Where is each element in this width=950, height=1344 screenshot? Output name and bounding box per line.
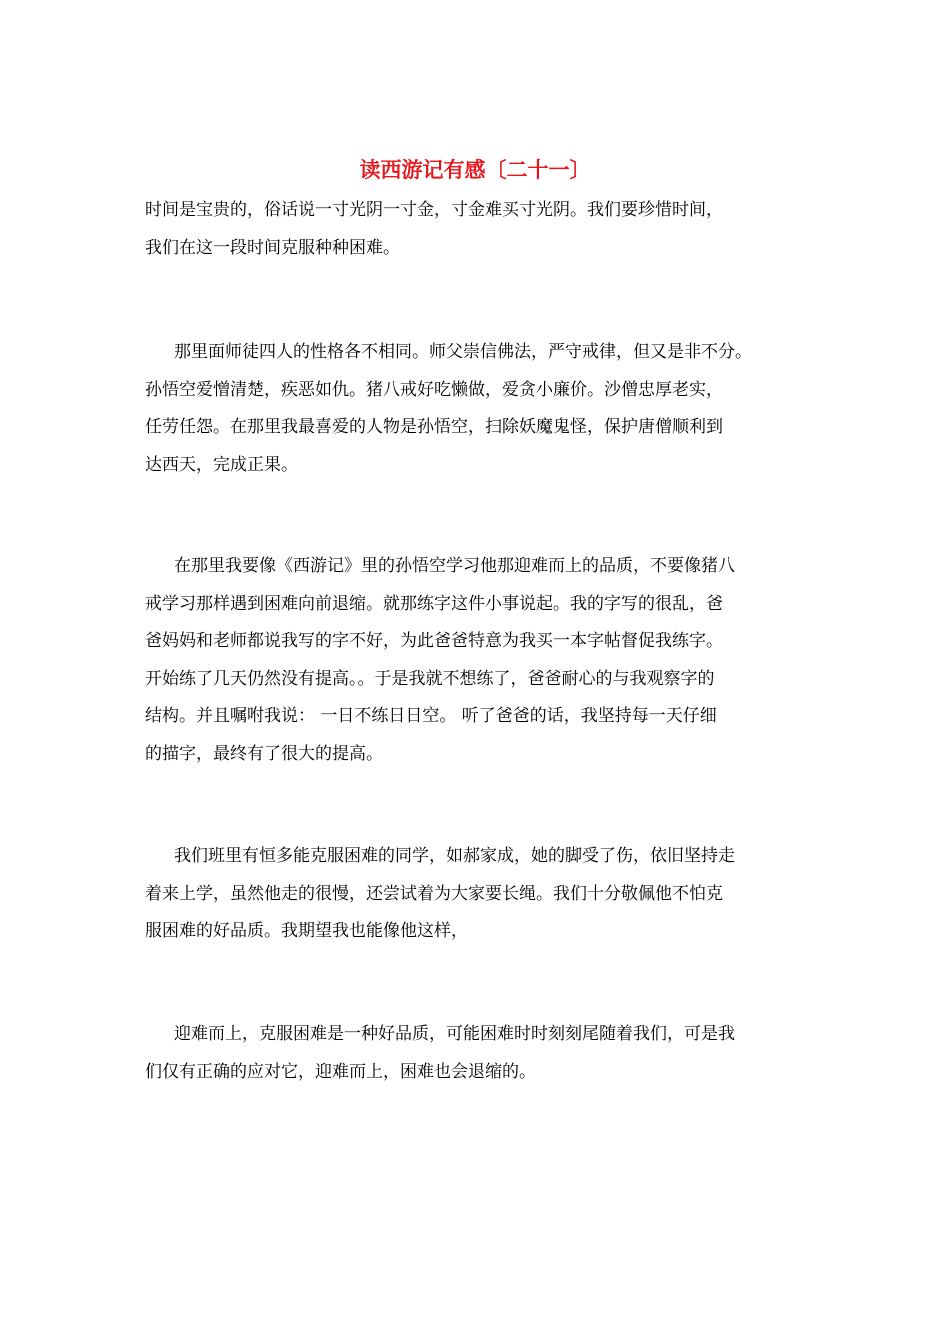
paragraph-line: 着来上学，虽然他走的很慢，还尝试着为大家要长绳。我们十分敬佩他不怕克: [145, 883, 723, 904]
paragraph-3: [145, 548, 825, 773]
paragraph-line: 达西天，完成正果。: [145, 454, 298, 475]
paragraph-line: 开始练了几天仍然没有提高。。于是我就不想练了，爸爸耐心的与我观察字的: [145, 668, 715, 689]
paragraph-line: 戒学习那样遇到困难向前退缩。就那练字这件小事说起。我的字写的很乱，爸: [145, 593, 723, 614]
paragraph-line: 任劳任怨。在那里我最喜爱的人物是孙悟空，扫除妖魔鬼怪，保护唐僧顺利到: [145, 417, 723, 437]
paragraph-line: 孙悟空爱憎清楚，疾恶如仇。猪八戒好吃懒做，爱贪小廉价。沙僧忠厚老实，: [145, 379, 723, 400]
paragraph-line: 们仅有正确的应对它，迎难而上，困难也会退缩的。: [145, 1061, 536, 1082]
paragraph-line: 爸妈妈和老师都说我写的字不好，为此爸爸特意为我买一本字帖督促我练字。: [145, 631, 723, 651]
paragraph-line: 迎难而上，克服困难是一种好品质，可能困难时时刻刻尾随着我们，可是我: [174, 1024, 735, 1044]
paragraph-4: [145, 838, 825, 951]
paragraph-line: 我们在这一段时间克服种种困难。: [145, 237, 400, 258]
paragraph-5: [145, 1016, 825, 1091]
paragraph-line: 在那里我要像《西游记》里的孙悟空学习他那迎难而上的品质，不要像猪八: [174, 556, 735, 576]
paragraph-line: 结构。并且嘱咐我说： 一日不练日日空。 听了爸爸的话，我坚持每一天仔细: [145, 706, 717, 726]
paragraph-line: 我们班里有恒多能克服困难的同学，如郝家成，她的脚受了伤，依旧坚持走: [174, 846, 735, 866]
paragraph-line: 的描字，最终有了很大的提高。: [145, 743, 383, 764]
paragraph-1: [145, 192, 825, 267]
paragraph-line: 时间是宝贵的，俗话说一寸光阴一寸金，寸金难买寸光阴。我们要珍惜时间，: [145, 200, 723, 220]
paragraph-line: 那里面师徒四人的性格各不相同。师父崇信佛法，严守戒律，但又是非不分。: [174, 342, 752, 362]
paragraph-line: 服困难的好品质。我期望我也能像他这样，: [145, 921, 468, 941]
document-title: 读西游记有感〔二十一〕: [359, 157, 591, 182]
paragraph-2: [145, 334, 825, 484]
